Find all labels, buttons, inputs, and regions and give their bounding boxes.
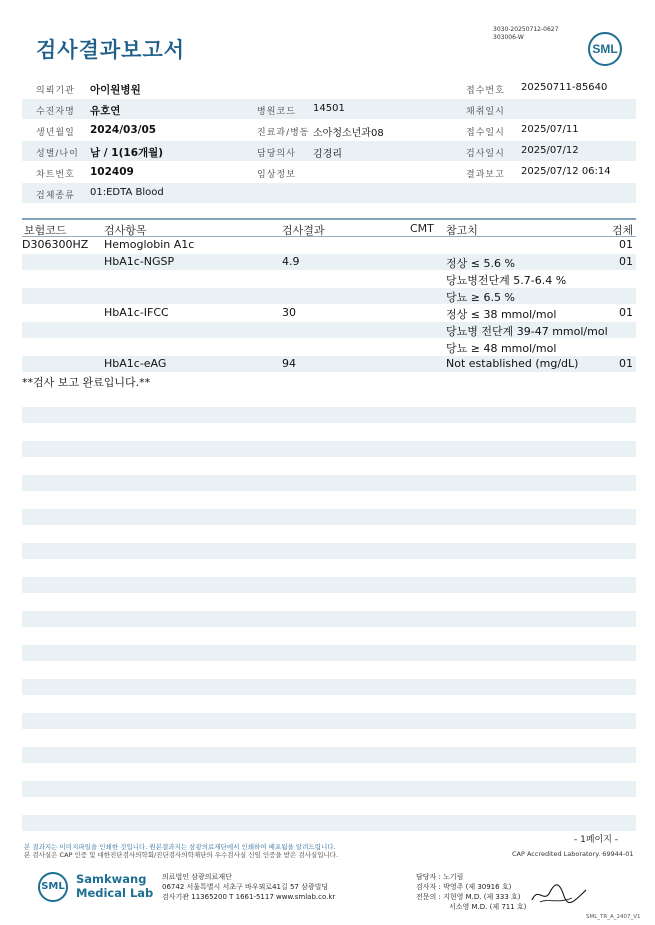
staff-line-1: 담당자 : 노기림 [416, 873, 464, 881]
results-table-header [22, 218, 636, 237]
cell-ref: 당뇨병 전단계 39-47 mmol/mol [446, 325, 608, 338]
specimen-value: 01:EDTA Blood [90, 187, 164, 198]
receipt-no-label: 접수번호 [466, 86, 505, 96]
lab-contact: 검사기관 11365200 T 1661-5117 www.smlab.co.kr [162, 893, 336, 901]
birth-value: 2024/03/05 [90, 124, 157, 136]
samkwang-logo: SML [38, 872, 68, 902]
table-row [22, 356, 636, 372]
cell-ref: 당뇨 ≥ 6.5 % [446, 291, 515, 304]
staff-line-3: 전문의 : 지현영 M.D. (제 333 호) [416, 893, 521, 901]
form-code: SML_TR_A_2407_V1 [586, 914, 641, 920]
empty-row [22, 509, 636, 525]
col-cmt: CMT [410, 222, 434, 235]
col-item: 검사항목 [104, 224, 147, 237]
report-title: 검사결과보고서 [36, 38, 186, 62]
header-row-2 [22, 99, 636, 119]
col-spec: 검체 [612, 224, 634, 237]
table-row [22, 271, 636, 287]
empty-row [22, 713, 636, 729]
footer-note-cap: 본 검사실은 CAP 인증 및 대한진단검사의학회/진단검사의학재단의 우수검사실 신임 인증을 받은 검사실입니다. [24, 851, 339, 859]
table-row [22, 237, 636, 253]
cell-spec: 01 [619, 255, 633, 268]
header-row-3 [22, 120, 636, 140]
table-row [22, 339, 636, 355]
empty-row [22, 815, 636, 831]
table-row [22, 305, 636, 321]
hospital-code-label: 병원코드 [257, 107, 296, 117]
staff-info [416, 872, 526, 912]
sml-logo: SML [588, 32, 622, 66]
hospital-code-value: 14501 [313, 103, 345, 114]
cap-accreditation: CAP Accredited Laboratory. 69944-01 [512, 850, 634, 858]
col-ref: 참고치 [446, 224, 478, 237]
col-result: 검사결과 [282, 224, 325, 237]
test-date-label: 검사일시 [466, 149, 505, 159]
header-row-4 [22, 141, 636, 161]
cell-code: **검사 보고 완료입니다.** [22, 376, 151, 389]
cell-item: HbA1c-NGSP [104, 255, 175, 268]
header-row-1 [22, 78, 636, 98]
empty-row [22, 475, 636, 491]
doctor-label: 담당의사 [257, 149, 296, 159]
empty-row [22, 407, 636, 423]
brand-line-2: Medical Lab [76, 886, 154, 900]
cell-spec: 01 [619, 238, 633, 251]
table-row [22, 373, 636, 389]
empty-row [22, 679, 636, 695]
client-value: 아이원병원 [90, 84, 141, 96]
header-row-6 [22, 183, 636, 203]
cell-ref: 정상 ≤ 5.6 % [446, 257, 515, 270]
empty-row [22, 645, 636, 661]
clinical-label: 임상정보 [257, 170, 296, 180]
cell-result: 30 [282, 306, 296, 319]
table-row [22, 288, 636, 304]
signature-icon [528, 880, 590, 908]
patient-label: 수진자명 [36, 107, 75, 117]
report-date-value: 2025/07/12 06:14 [521, 166, 611, 177]
receipt-date-label: 접수일시 [466, 128, 505, 138]
dept-label: 진료과/병동 [257, 128, 310, 138]
cell-spec: 01 [619, 306, 633, 319]
patient-value: 유호연 [90, 105, 121, 117]
empty-row [22, 441, 636, 457]
cell-item: HbA1c-IFCC [104, 306, 169, 319]
brand-line-1: Samkwang [76, 872, 147, 886]
doctor-value: 김경리 [313, 149, 342, 160]
col-code: 보험코드 [24, 224, 67, 237]
table-row [22, 322, 636, 338]
empty-row [22, 611, 636, 627]
header-row-5 [22, 162, 636, 182]
cell-ref: Not established (mg/dL) [446, 357, 579, 370]
cell-result: 4.9 [282, 255, 300, 268]
sex-age-label: 성별/나이 [36, 149, 79, 159]
chart-label: 차트번호 [36, 170, 75, 180]
collect-date-label: 채취일시 [466, 107, 505, 117]
cell-spec: 01 [619, 357, 633, 370]
empty-row [22, 747, 636, 763]
birth-label: 생년월일 [36, 128, 75, 138]
empty-row [22, 543, 636, 559]
footer-note-image: 본 결과지는 이미지파일을 인쇄한 것입니다. 원본결과지는 삼광의료재단에서 인쇄하여 배포됨을 알려드립니다. [24, 843, 336, 851]
dept-value: 소아청소년과08 [313, 128, 384, 139]
cell-item: Hemoglobin A1c [104, 238, 195, 251]
lab-org: 의료법인 삼광의료재단 [162, 873, 232, 881]
lab-address: 06742 서울특별시 서초구 바우뫼로41길 57 삼광빌딩 [162, 883, 329, 891]
cell-result: 94 [282, 357, 296, 370]
staff-line-4: 서소영 M.D. (제 711 호) [449, 903, 527, 911]
chart-value: 102409 [90, 166, 134, 178]
doc-id-line2: 303006-W [493, 34, 524, 41]
client-label: 의뢰기관 [36, 86, 75, 96]
cell-ref: 당뇨 ≥ 48 mmol/mol [446, 342, 557, 355]
specimen-label: 검체종류 [36, 191, 75, 201]
samkwang-brand [76, 872, 153, 900]
empty-row [22, 781, 636, 797]
cell-ref: 당뇨병전단계 5.7-6.4 % [446, 274, 567, 287]
receipt-no-value: 20250711-85640 [521, 82, 608, 93]
sex-age-value: 남 / 1(16개월) [90, 147, 164, 159]
page-number: - 1페이지 - [574, 835, 619, 845]
doc-id-line1: 3030-20250712-0627 [493, 26, 559, 33]
staff-line-2: 검사자 : 박영주 (제 30916 호) [416, 883, 512, 891]
empty-row [22, 577, 636, 593]
cell-code: D306300HZ [22, 238, 89, 251]
cell-item: HbA1c-eAG [104, 357, 167, 370]
report-date-label: 결과보고 [466, 170, 505, 180]
cell-ref: 정상 ≤ 38 mmol/mol [446, 308, 557, 321]
doc-id [493, 26, 558, 42]
lab-info [162, 872, 335, 902]
receipt-date-value: 2025/07/11 [521, 124, 579, 135]
test-date-value: 2025/07/12 [521, 145, 579, 156]
table-row [22, 254, 636, 270]
